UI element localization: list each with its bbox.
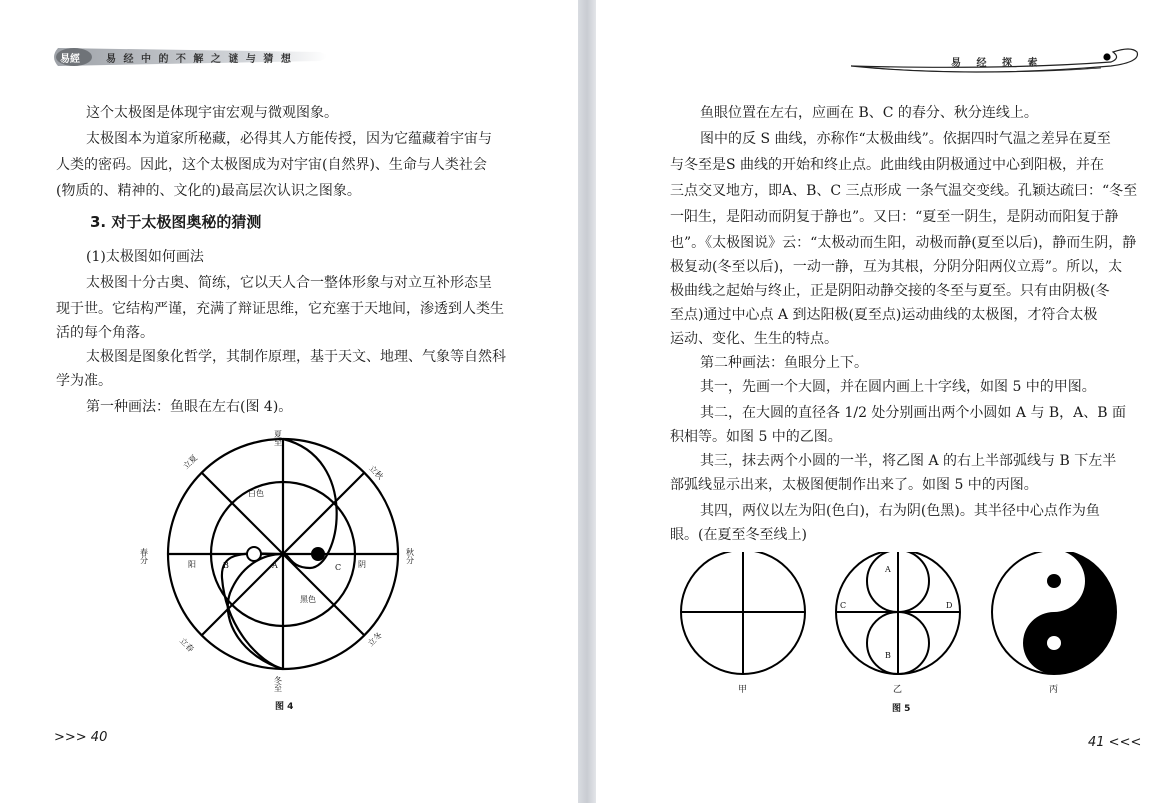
fig5-bing <box>992 552 1116 674</box>
paragraph-line: 其四，两仪以左为阳(色白)，右为阴(色黑)。其半径中心点作为鱼 <box>700 503 1100 519</box>
paragraph-line: 这个太极图是体现宇宙宏观与微观图象。 <box>86 105 338 121</box>
page-number-left: >>> 40 <box>54 730 108 745</box>
paragraph-line: (物质的、精神的、文化的)最高层次认识之图象。 <box>56 183 361 199</box>
header-logo: 易經 <box>60 54 80 65</box>
paragraph-line: 太极图十分古奥、简练，它以天人合一整体形象与对立互补形态呈 <box>86 275 492 291</box>
right-page <box>596 0 1174 803</box>
left-page <box>0 0 578 803</box>
fig5-sublabel-yi: 乙 <box>893 685 903 695</box>
paragraph-line: 第二种画法：鱼眼分上下。 <box>700 355 868 371</box>
paragraph-line: 第一种画法：鱼眼在左右(图 4)。 <box>86 399 293 415</box>
fig4-label-lichun: 立春 <box>177 636 196 654</box>
paragraph-line: 图中的反 S 曲线，亦称作“太极曲线”。依据四时气温之差异在夏至 <box>700 131 1111 147</box>
paragraph-line: 鱼眼位置在左右，应画在 B、C 的春分、秋分连线上。 <box>700 105 1038 121</box>
fig5-yi <box>836 552 960 674</box>
paragraph-line: 活的每个角落。 <box>56 325 154 341</box>
paragraph-line: 三点交叉地方，即A、B、C 三点形成 一条气温交变线。孔颖达疏曰：“冬至 <box>670 183 1138 199</box>
fig4-label-b: B <box>223 561 229 570</box>
fig4-white-eye <box>247 547 261 561</box>
figure-5-caption: 图 5 <box>892 704 911 714</box>
fig4-label-spring: 春分 <box>139 548 149 564</box>
fig4-label-c: C <box>335 563 342 572</box>
left-header <box>50 44 340 70</box>
fig5-label-d: D <box>946 601 953 610</box>
fig4-label-black: 黑色 <box>300 595 316 604</box>
fig5-label-b: B <box>885 651 891 660</box>
fig4-s-curve-lower <box>222 554 283 669</box>
paragraph-line: 至点)通过中心点 A 到达阳极(夏至点)运动曲线的太极图，才符合太极 <box>670 307 1098 323</box>
fig5-jia <box>681 552 805 674</box>
paragraph-line: 部弧线显示出来，太极图便制作出来了。如图 5 中的丙图。 <box>670 477 1038 493</box>
fig4-label-lidong: 立冬 <box>366 630 384 649</box>
section-title: 3. 对于太极图奥秘的猜测 <box>90 213 262 231</box>
fig4-black-eye <box>311 547 325 561</box>
fig4-label-white: 白色 <box>248 489 264 498</box>
fig5-sublabel-bing: 丙 <box>1049 685 1059 695</box>
fig4-label-a: A <box>272 561 278 570</box>
paragraph-line: 眼。(在夏至冬至线上) <box>670 527 807 543</box>
figure-4-caption: 图 4 <box>275 702 294 712</box>
fig4-s-curve-upper <box>283 439 337 568</box>
paragraph-line: (1)太极图如何画法 <box>86 249 204 265</box>
book-gutter <box>578 0 596 803</box>
paragraph-line: 运动、变化、生生的特点。 <box>670 331 838 347</box>
paragraph-line: 人类的密码。因此，这个太极图成为对宇宙(自然界)、生命与人类社会 <box>56 157 487 173</box>
fig5-label-c: C <box>840 601 847 610</box>
fig4-label-liqiu: 立秋 <box>367 463 385 482</box>
paragraph-line: 积相等。如图 5 中的乙图。 <box>670 429 842 445</box>
paragraph-line: 太极图是图象化哲学，其制作原理，基于天文、地理、气象等自然科 <box>86 349 506 365</box>
paragraph-line: 一阳生，是阳动而阴复于静也”。又曰：“夏至一阴生，是阴动而阳复于静 <box>670 209 1119 225</box>
fig4-label-autumn: 秋分 <box>405 548 415 564</box>
paragraph-line: 太极图本为道家所秘藏，必得其人方能传授，因为它蕴藏着宇宙与 <box>86 131 492 147</box>
paragraph-line: 极曲线之起始与终止，正是阴阳动静交接的冬至与夏至。只有由阴极(冬 <box>670 283 1110 299</box>
paragraph-line: 极复动(冬至以后)，一动一静，互为其根，分阴分阳两仪立焉”。所以，太 <box>670 259 1123 275</box>
paragraph-line: 与冬至是S 曲线的开始和终止点。此曲线由阴极通过中心到阳极，并在 <box>670 157 1105 173</box>
fig4-label-winter: 冬至 <box>273 676 283 692</box>
fig5-sublabel-jia: 甲 <box>738 685 748 695</box>
figure-5-diagrams <box>676 552 1146 712</box>
figure-4-taiji-diagram <box>130 418 450 713</box>
paragraph-line: 其二，在大圆的直径各 1/2 处分别画出两个小圆如 A 与 B，A、B 面 <box>700 405 1127 421</box>
page-number-right: 41 <<< <box>1088 735 1142 750</box>
header-title: 易 经 中 的 不 解 之 谜 与 猜 想 <box>106 54 293 65</box>
fig4-label-lixia: 立夏 <box>181 453 200 471</box>
fig5-label-a: A <box>885 565 891 574</box>
right-header <box>851 44 1151 78</box>
paragraph-line: 其三，抹去两个小圆的一半，将乙图 A 的右上半部弧线与 B 下左半 <box>700 453 1117 469</box>
paragraph-line: 现于世。它结构严谨，充满了辩证思维，它充塞于天地间，渗透到人类生 <box>56 301 504 317</box>
fig4-label-yin: 阴 <box>358 560 366 569</box>
paragraph-line: 其一，先画一个大圆，并在圆内画上十字线，如图 5 中的甲图。 <box>700 379 1096 395</box>
header-title: 易 经 探 索 <box>951 58 1044 69</box>
fig4-label-yang: 阳 <box>188 560 196 569</box>
fig4-label-summer: 夏至 <box>273 430 283 446</box>
paragraph-line: 也”。《太极图说》云：“太极动而生阳，动极而静(夏至以后)，静而生阴，静 <box>670 235 1137 251</box>
paragraph-line: 学为准。 <box>56 373 112 389</box>
